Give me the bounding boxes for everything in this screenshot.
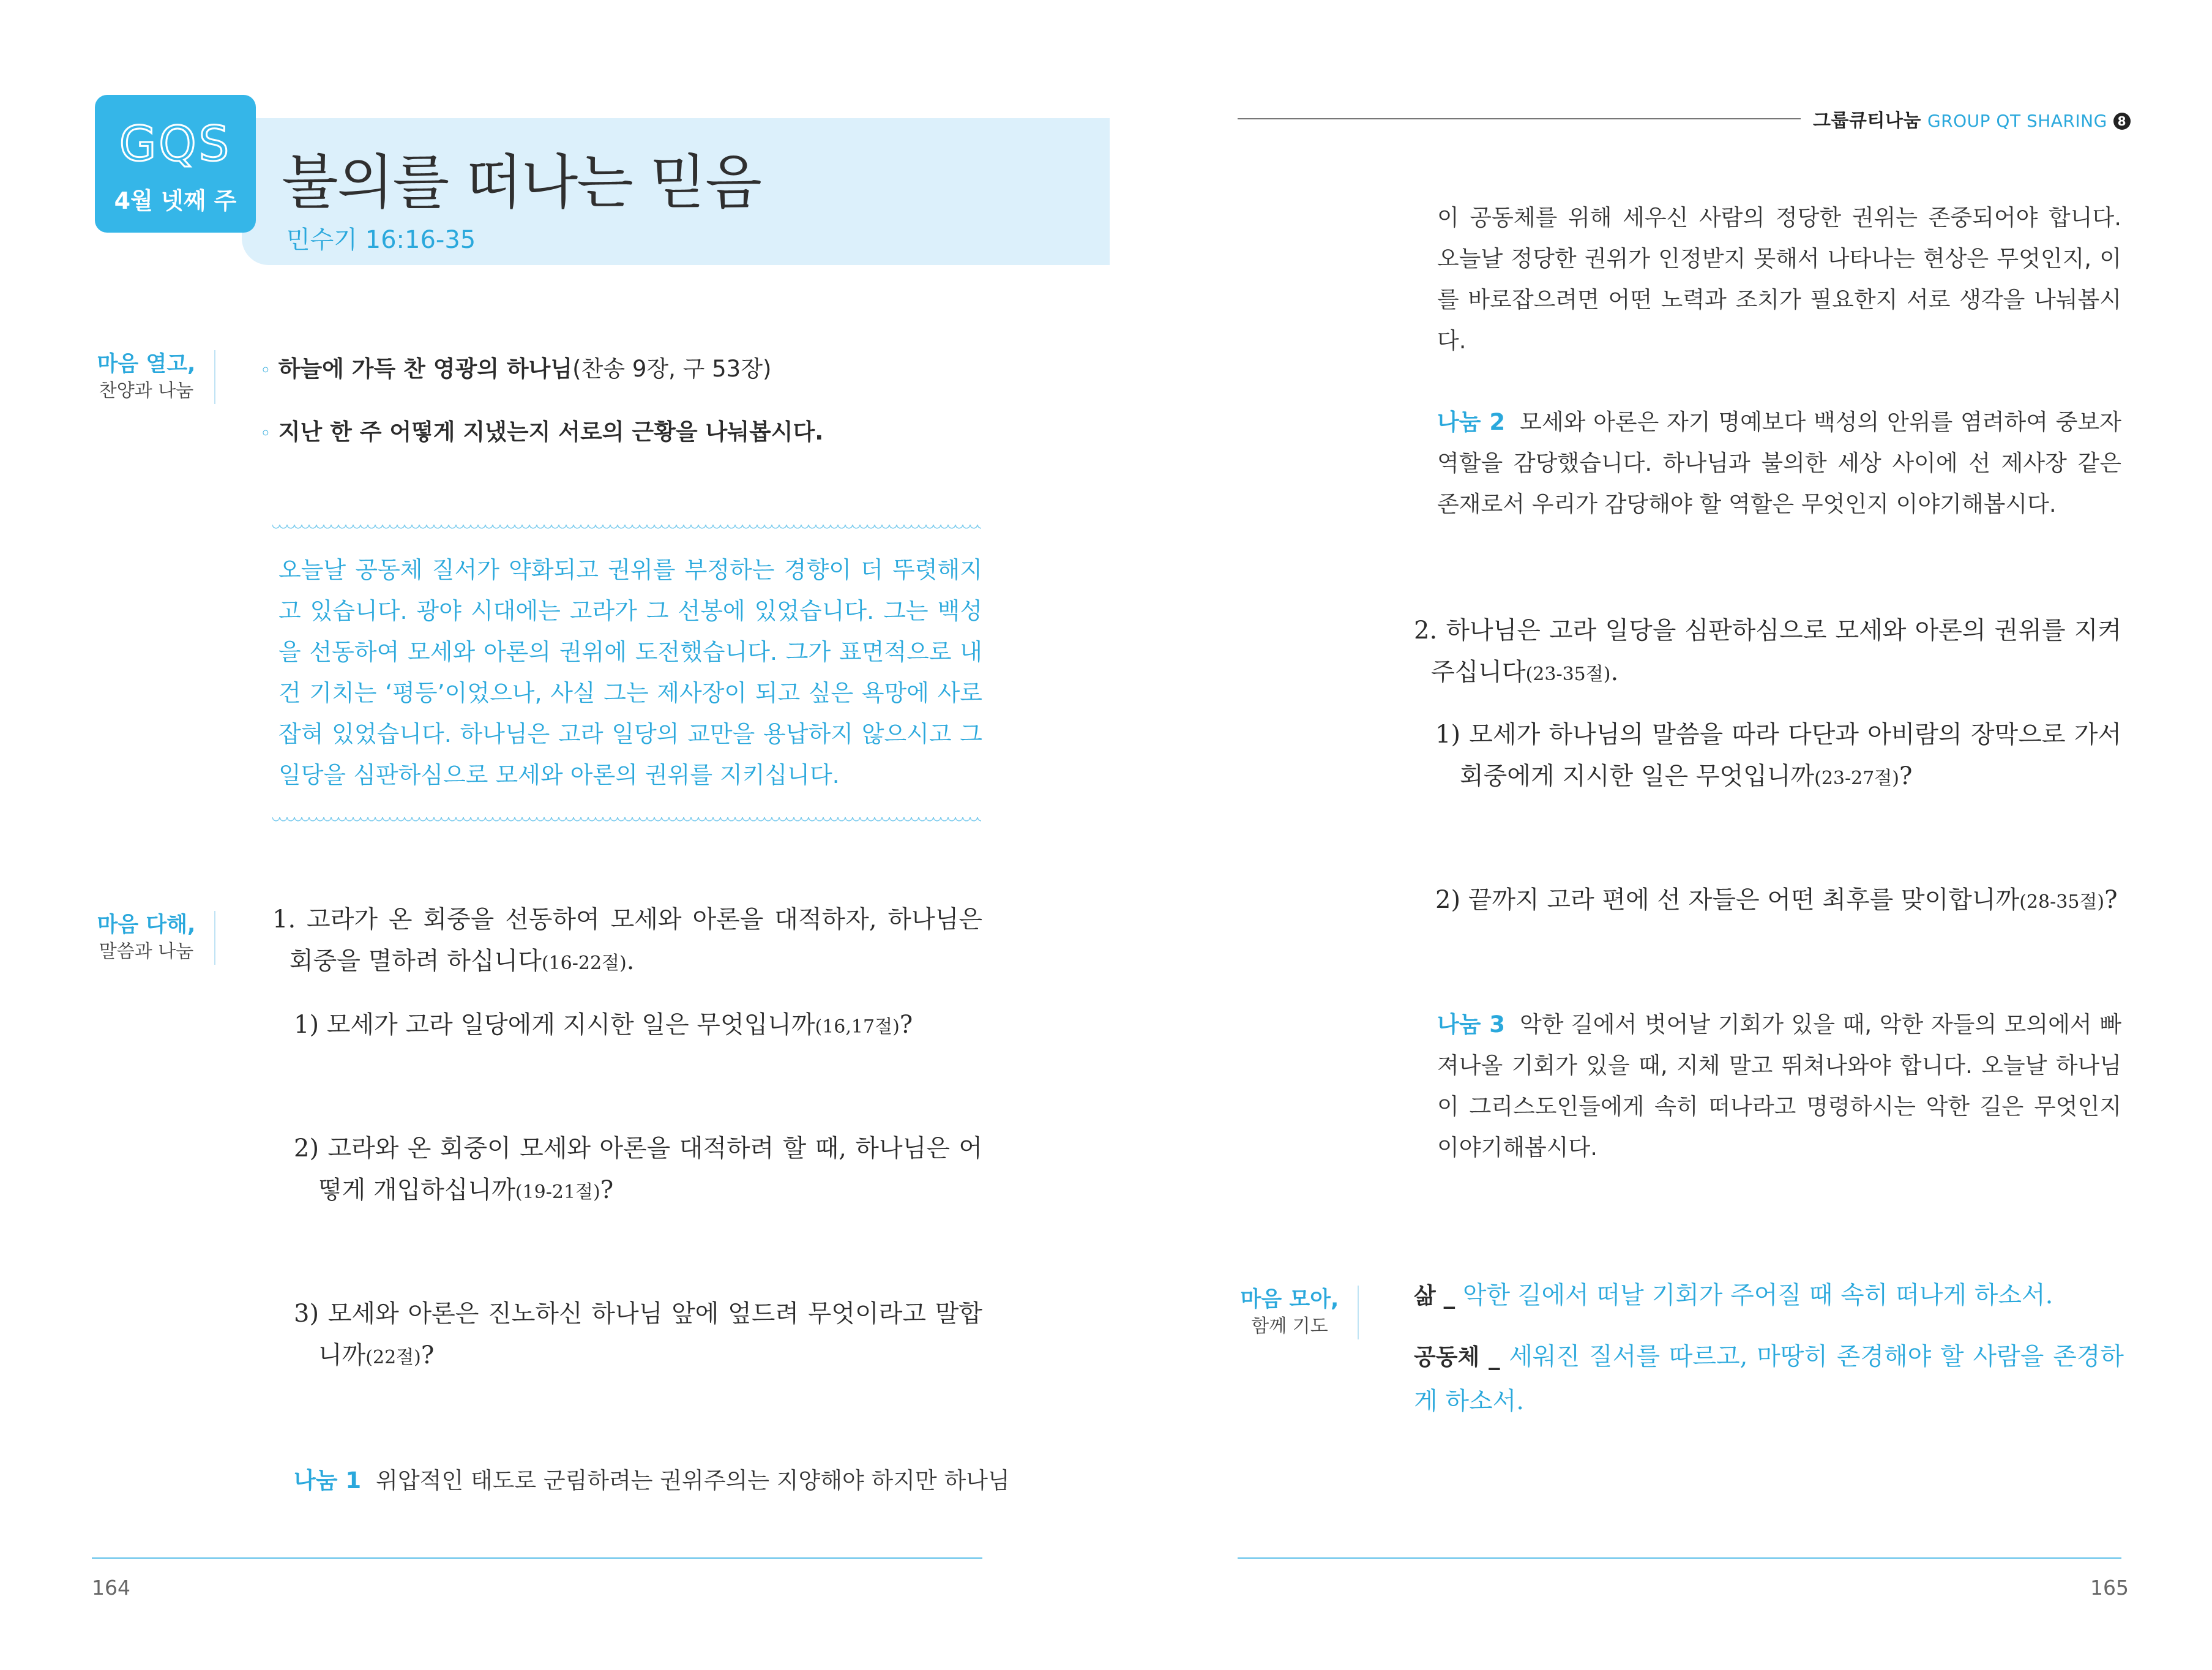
question-text: 2. 하나님은 고라 일당을 심판하심으로 모세와 아론의 권위를 지켜주십니다 — [1414, 616, 2121, 686]
question-1-2: 2) 고라와 온 회중이 모세와 아론을 대적하려 할 때, 하나님은 어떻게 개입하십니까(19-21절)? — [294, 1134, 982, 1204]
question-text: 3) 모세와 아론은 진노하신 하나님 앞에 엎드려 무엇이라고 말합니까 — [294, 1300, 982, 1369]
running-head-number: 8 — [2113, 113, 2131, 130]
hymn-title: 하늘에 가득 찬 영광의 하나님 — [278, 356, 573, 382]
section-label-subtitle: 함께 기도 — [1251, 1316, 1328, 1338]
wave-divider-bottom — [272, 817, 981, 825]
verse-ref: (28-35절) — [2019, 891, 2105, 913]
share-3 — [1437, 1004, 2121, 1168]
verse-ref: (16,17절) — [815, 1016, 900, 1038]
wave-divider-top — [272, 525, 981, 532]
section-label-title: 마음 모아, — [1240, 1287, 1339, 1312]
week-label: 4월 넷째 주 — [114, 187, 237, 214]
share-1 — [294, 1460, 1010, 1501]
verse-ref: (22절) — [365, 1347, 421, 1368]
running-head-korean: 그룹큐티나눔 — [1813, 110, 1921, 132]
question-text: 1) 모세가 하나님의 말씀을 따라 다단과 아비람의 장막으로 가서 회중에게 지시한 일은 무엇입니까 — [1435, 721, 2121, 790]
question-text: 2) 고라와 온 회중이 모세와 아론을 대적하려 할 때, 하나님은 어떻게 개입하십니까 — [294, 1134, 982, 1204]
scripture-reference: 민수기 16:16-35 — [286, 226, 476, 254]
prayer-text: 세워진 질서를 따르고, 마땅히 존경해야 할 사람을 존경하게 하소서. — [1414, 1342, 2124, 1415]
question-text: 1) 모세가 고라 일당에게 지시한 일은 무엇입니까 — [294, 1011, 815, 1039]
page-number-right: 165 — [2090, 1576, 2129, 1600]
section-label-subtitle: 찬양과 나눔 — [99, 380, 194, 402]
hymn-number: (찬송 9장, 구 53장) — [572, 356, 772, 382]
question-text: 2) 끝까지 고라 편에 선 자들은 어떤 최후를 맞이합니까 — [1435, 886, 2020, 914]
section-label-open — [86, 350, 215, 404]
question-1-1: 1) 모세가 고라 일당에게 지시한 일은 무엇입니까(16,17절)? — [294, 1011, 913, 1039]
section-label-full — [86, 911, 215, 965]
prayer-lead: 삶 _ — [1414, 1282, 1455, 1309]
footer-rule-left — [92, 1557, 982, 1559]
gqs-logo: GQS — [119, 117, 232, 172]
page-number-left: 164 — [92, 1576, 130, 1600]
share-tag: 나눔 2 — [1437, 409, 1506, 435]
section-label-title: 마음 열고, — [97, 352, 196, 376]
share-2 — [1437, 402, 2121, 525]
opening-item-greeting — [260, 413, 995, 446]
intro-paragraph: 오늘날 공동체 질서가 약화되고 권위를 부정하는 경향이 더 뚜렷해지고 있습니다. 광야 시대에는 고라가 그 선봉에 있었습니다. 그는 백성을 선동하여 모세와 아론의 권위에 도전했습니다. 그가 표면적으로 내건 기치는 ‘평등’이었으나, 사실 그는 제사장이 되고 싶은 욕망에 사로잡혀 있었습니다. 하나님은 고라 일당의 교만을 용납하지 않으시고 그 일당을 심판하심으로 모세와 아론의 권위를 지키십니다. — [278, 556, 982, 788]
section-label-subtitle: 말씀과 나눔 — [99, 941, 194, 963]
gqs-badge — [95, 95, 256, 233]
question-2: 2. 하나님은 고라 일당을 심판하심으로 모세와 아론의 권위를 지켜주십니다(23-35절). — [1414, 616, 2121, 686]
prayer-life — [1414, 1273, 2124, 1318]
bullet-icon: ◦ — [260, 360, 271, 381]
share-text: 악한 길에서 벗어날 기회가 있을 때, 악한 자들의 모의에서 빠져나올 기회가 있을 때, 지체 말고 뛰쳐나와야 합니다. 오늘날 하나님이 그리스도인들에게 속히 떠나라고 명령하시는 악한 길은 무엇인지 이야기해봅시다. — [1437, 1011, 2121, 1161]
verse-ref: (23-35절) — [1525, 664, 1611, 685]
share-1-continued: 이 공동체를 위해 세우신 사람의 정당한 권위는 존중되어야 합니다. 오늘날 정당한 권위가 인정받지 못해서 나타나는 현상은 무엇인지, 이를 바로잡으려면 어떤 노력과 조치가 필요한지 서로 생각을 나눠봅시다. — [1437, 204, 2121, 354]
section-label-gather — [1229, 1286, 1359, 1339]
running-head — [1813, 105, 2131, 132]
page-title: 불의를 떠나는 믿음 — [282, 148, 761, 217]
opening-item-hymn — [260, 350, 995, 383]
prayer-community — [1414, 1335, 2124, 1423]
greeting-text: 지난 한 주 어떻게 지냈는지 서로의 근황을 나눠봅시다. — [278, 419, 824, 445]
prayer-text: 악한 길에서 떠날 기회가 주어질 때 속히 떠나게 하소서. — [1455, 1281, 2053, 1309]
share-text: 위압적인 태도로 군림하려는 권위주의는 지양해야 하지만 하나님 — [376, 1467, 1010, 1494]
running-head-english: GROUP QT SHARING — [1927, 111, 2107, 131]
share-tag: 나눔 3 — [1437, 1011, 1505, 1038]
verse-ref: (23-27절) — [1814, 768, 1899, 789]
prayer-lead: 공동체 _ — [1414, 1344, 1500, 1370]
question-1: 1. 고라가 온 회중을 선동하여 모세와 아론을 대적하자, 하나님은 회중을 멸하려 하십니다(16-22절). — [272, 905, 982, 975]
question-2-1: 1) 모세가 하나님의 말씀을 따라 다단과 아비람의 장막으로 가서 회중에게 지시한 일은 무엇입니까(23-27절)? — [1435, 721, 2121, 790]
verse-ref: (19-21절) — [515, 1181, 600, 1203]
question-text: 1. 고라가 온 회중을 선동하여 모세와 아론을 대적하자, 하나님은 회중을 멸하려 하십니다 — [272, 905, 982, 975]
question-2-2: 2) 끝까지 고라 편에 선 자들은 어떤 최후를 맞이합니까(28-35절)? — [1435, 886, 2118, 914]
verse-ref: (16-22절) — [541, 953, 627, 974]
share-tag: 나눔 1 — [294, 1467, 362, 1494]
share-text: 모세와 아론은 자기 명예보다 백성의 안위를 염려하여 중보자 역할을 감당했습니다. 하나님과 불의한 세상 사이에 선 제사장 같은 존재로서 우리가 감당해야 할 역할은 무엇인지 이야기해봅시다. — [1437, 409, 2121, 517]
footer-rule-right — [1238, 1557, 2121, 1559]
section-label-title: 마음 다해, — [97, 913, 196, 937]
question-1-3: 3) 모세와 아론은 진노하신 하나님 앞에 엎드려 무엇이라고 말합니까(22절)? — [294, 1300, 982, 1369]
running-head-rule — [1238, 118, 1801, 119]
bullet-icon: ◦ — [260, 423, 271, 444]
